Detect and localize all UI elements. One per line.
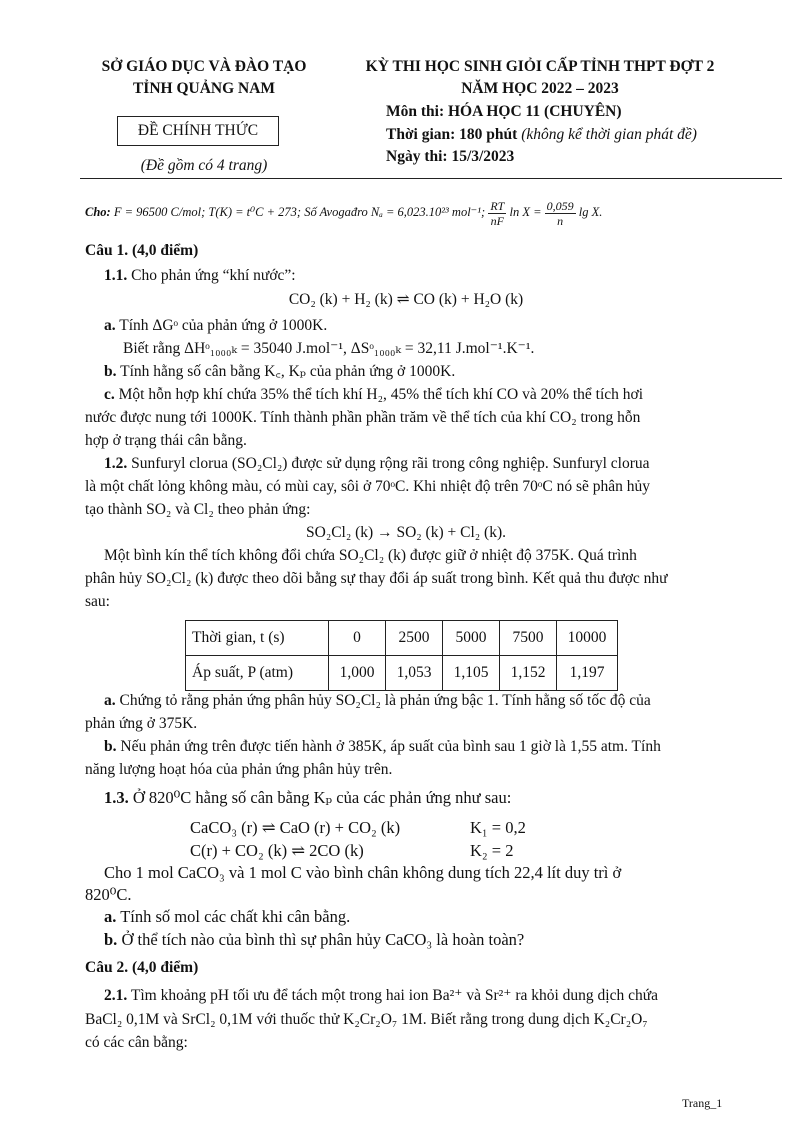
q1-1-equation: CO₂ (k) + H₂ (k) ⇌ CO (k) + H₂O (k) [288,291,524,308]
q1-1b-text: Tính hằng số cân bằng K꜀, Kₚ của phản ứng ở 1000K. [120,363,456,380]
q1-2-label: 1.2. [104,455,128,472]
q1-3-line2: 820⁰C. [85,885,132,904]
q1-3b [85,929,727,951]
table-row-label: Thời gian, t (s) [186,621,329,656]
pages-note: (Đề gồm có 4 trang) [140,157,268,174]
q1-3-intro [85,787,727,809]
q1-2b-line2: năng lượng hoạt hóa của phản ứng phân hủy trên. [85,761,393,778]
fraction-0059-n [545,199,576,228]
table-row-label: Áp suất, P (atm) [186,656,329,691]
q1-1c-line2: nước được nung tới 1000K. Tính thành phần phần trăm về thể tích của khí CO₂ trong hỗn [85,409,641,426]
table-cell: 1,105 [443,656,500,691]
q1-2-text: Sunfuryl clorua (SO₂Cl₂) được sử dụng rộng rãi trong công nghiệp. Sunfuryl clorua [131,455,650,472]
given-end: lg X. [578,205,603,219]
q1-1-label: 1.1. [104,267,128,284]
table-cell: 1,197 [557,656,618,691]
q1-3a [85,906,727,928]
frac2-den: n [557,213,564,228]
q1-3-eq2: C(r) + CO₂ (k) ⇌ 2CO (k) [190,841,364,860]
frac1-den: nF [490,213,504,228]
table-cell: 0 [329,621,386,656]
q1-2b-label: b. [104,738,117,755]
q1-2b-text: Nếu phản ứng trên được tiến hành ở 385K, áp suất của bình sau 1 giờ là 1,55 atm. Tính [120,738,661,755]
q1-1-text: Cho phản ứng “khí nước”: [131,267,296,284]
q1-3a-text: Tính số mol các chất khi cân bằng. [120,907,351,926]
q1-2a-line2: phản ứng ở 375K. [85,715,198,732]
exam-date: Ngày thi: 15/3/2023 [386,148,515,165]
q1-2a-text: Chứng tỏ rằng phản ứng phân hủy SO₂Cl₂ là phản ứng bậc 1. Tính hằng số tốc độ của [119,692,651,709]
q1-2-line1 [85,453,727,475]
question-2-title: Câu 2. (4,0 điểm) [85,959,199,976]
q1-2-line4: Một bình kín thể tích không đổi chứa SO₂Cl₂ (k) được giữ ở nhiệt độ 375K. Quá trình [104,547,637,564]
q1-3-k2: K₂ = 2 [470,841,514,860]
question-1-title: Câu 1. (4,0 điểm) [85,242,199,259]
q1-3b-label: b. [104,930,118,949]
q1-1c-text: Một hỗn hợp khí chứa 35% thể tích khí H₂, 45% thể tích khí CO và 20% thể tích hơi [118,386,644,403]
q1-1-intro [85,265,727,287]
q1-3-eq1: CaCO₃ (r) ⇌ CaO (r) + CO₂ (k) [190,818,401,837]
q1-2-line6: sau: [85,593,110,610]
q2-1-text: Tìm khoảng pH tối ưu để tách một trong hai ion Ba²⁺ và Sr²⁺ ra khỏi dung dịch chứa [130,987,659,1004]
table-cell: 1,053 [386,656,443,691]
school-year: NĂM HỌC 2022 – 2023 [461,80,619,97]
table-cell: 1,000 [329,656,386,691]
q1-2a-line1 [85,690,727,712]
table-row [186,621,618,656]
q1-3-k1: K₁ = 0,2 [470,818,526,837]
official-exam-box: ĐỀ CHÍNH THỨC [117,116,279,146]
subject: Môn thi: HÓA HỌC 11 (CHUYÊN) [386,103,622,120]
pressure-table [185,620,618,691]
table-cell: 2500 [386,621,443,656]
exam-title: KỲ THI HỌC SINH GIỎI CẤP TỈNH THPT ĐỢT 2 [365,58,715,75]
q1-2-line2: là một chất lỏng không màu, có mùi cay, sôi ở 70ᵒC. Khi nhiệt độ trên 70ᵒC nó sẽ phân hủy [85,478,651,495]
fraction-rt-nf [488,199,506,228]
table-cell: 1,152 [500,656,557,691]
given-text: F = 96500 C/mol; T(K) = t⁰C + 273; Số Avogađro Nₐ = 6,023.10²³ mol⁻¹; [113,205,486,219]
q1-2b-line1 [85,736,727,758]
q1-3-line1: Cho 1 mol CaCO₃ và 1 mol C vào bình chân không dung tích 22,4 lít duy trì ở [104,863,622,882]
time-info [386,126,697,144]
q2-1-line1 [85,985,727,1007]
given-constants [85,192,602,232]
q1-1b [85,361,727,383]
table-row [186,656,618,691]
frac2-num: 0,059 [546,198,574,213]
time-note: (không kể thời gian phát đề) [521,126,697,143]
q1-2-line3: tạo thành SO₂ và Cl₂ theo phản ứng: [85,501,311,518]
q1-3-label: 1.3. [104,788,129,807]
q1-1a-given: Biết rằng ΔHᵒ₁₀₀₀ₖ = 35040 J.mol⁻¹, ΔSᵒ₁₀₀₀ₖ = 32,11 J.mol⁻¹.K⁻¹. [123,340,535,357]
q1-3b-text: Ở thể tích nào của bình thì sự phân hủy CaCO₃ là hoàn toàn? [121,930,525,949]
q1-1b-label: b. [104,363,117,380]
q1-2-line5: phân hủy SO₂Cl₂ (k) được theo dõi bằng sự thay đổi áp suất trong bình. Kết quả thu được như [85,570,668,587]
q1-1c-line3: hợp ở trạng thái cân bằng. [85,432,247,449]
time-label: Thời gian: 180 phút [386,126,518,143]
department-name: SỞ GIÁO DỤC VÀ ĐÀO TẠO [101,58,307,75]
table-cell: 7500 [500,621,557,656]
header-divider [80,178,782,179]
table-cell: 5000 [443,621,500,656]
q1-1c-line1 [85,384,727,406]
given-label: Cho: [85,205,111,219]
q1-1a [85,315,727,337]
q2-1-line2: BaCl₂ 0,1M và SrCl₂ 0,1M với thuốc thử K₂Cr₂O₇ 1M. Biết rằng trong dung dịch K₂Cr₂O₇ [85,1011,648,1028]
q1-1a-text: Tính ΔGᵒ của phản ứng ở 1000K. [119,317,328,334]
q2-1-label: 2.1. [104,987,128,1004]
q1-1c-label: c. [104,386,115,403]
q1-2-equation: SO₂Cl₂ (k) → SO₂ (k) + Cl₂ (k). [306,524,506,541]
frac1-num: RT [490,198,505,213]
q1-1a-label: a. [104,317,116,334]
given-mid: ln X = [509,205,542,219]
q1-3a-label: a. [104,907,117,926]
q2-1-line3: có các cân bằng: [85,1034,188,1051]
page-number: Trang_1 [682,1096,723,1110]
q1-2a-label: a. [104,692,116,709]
province-name: TỈNH QUẢNG NAM [132,80,276,97]
q1-3-text: Ở 820⁰C hằng số cân bằng Kₚ của các phản ứng như sau: [132,788,512,807]
table-cell: 10000 [557,621,618,656]
